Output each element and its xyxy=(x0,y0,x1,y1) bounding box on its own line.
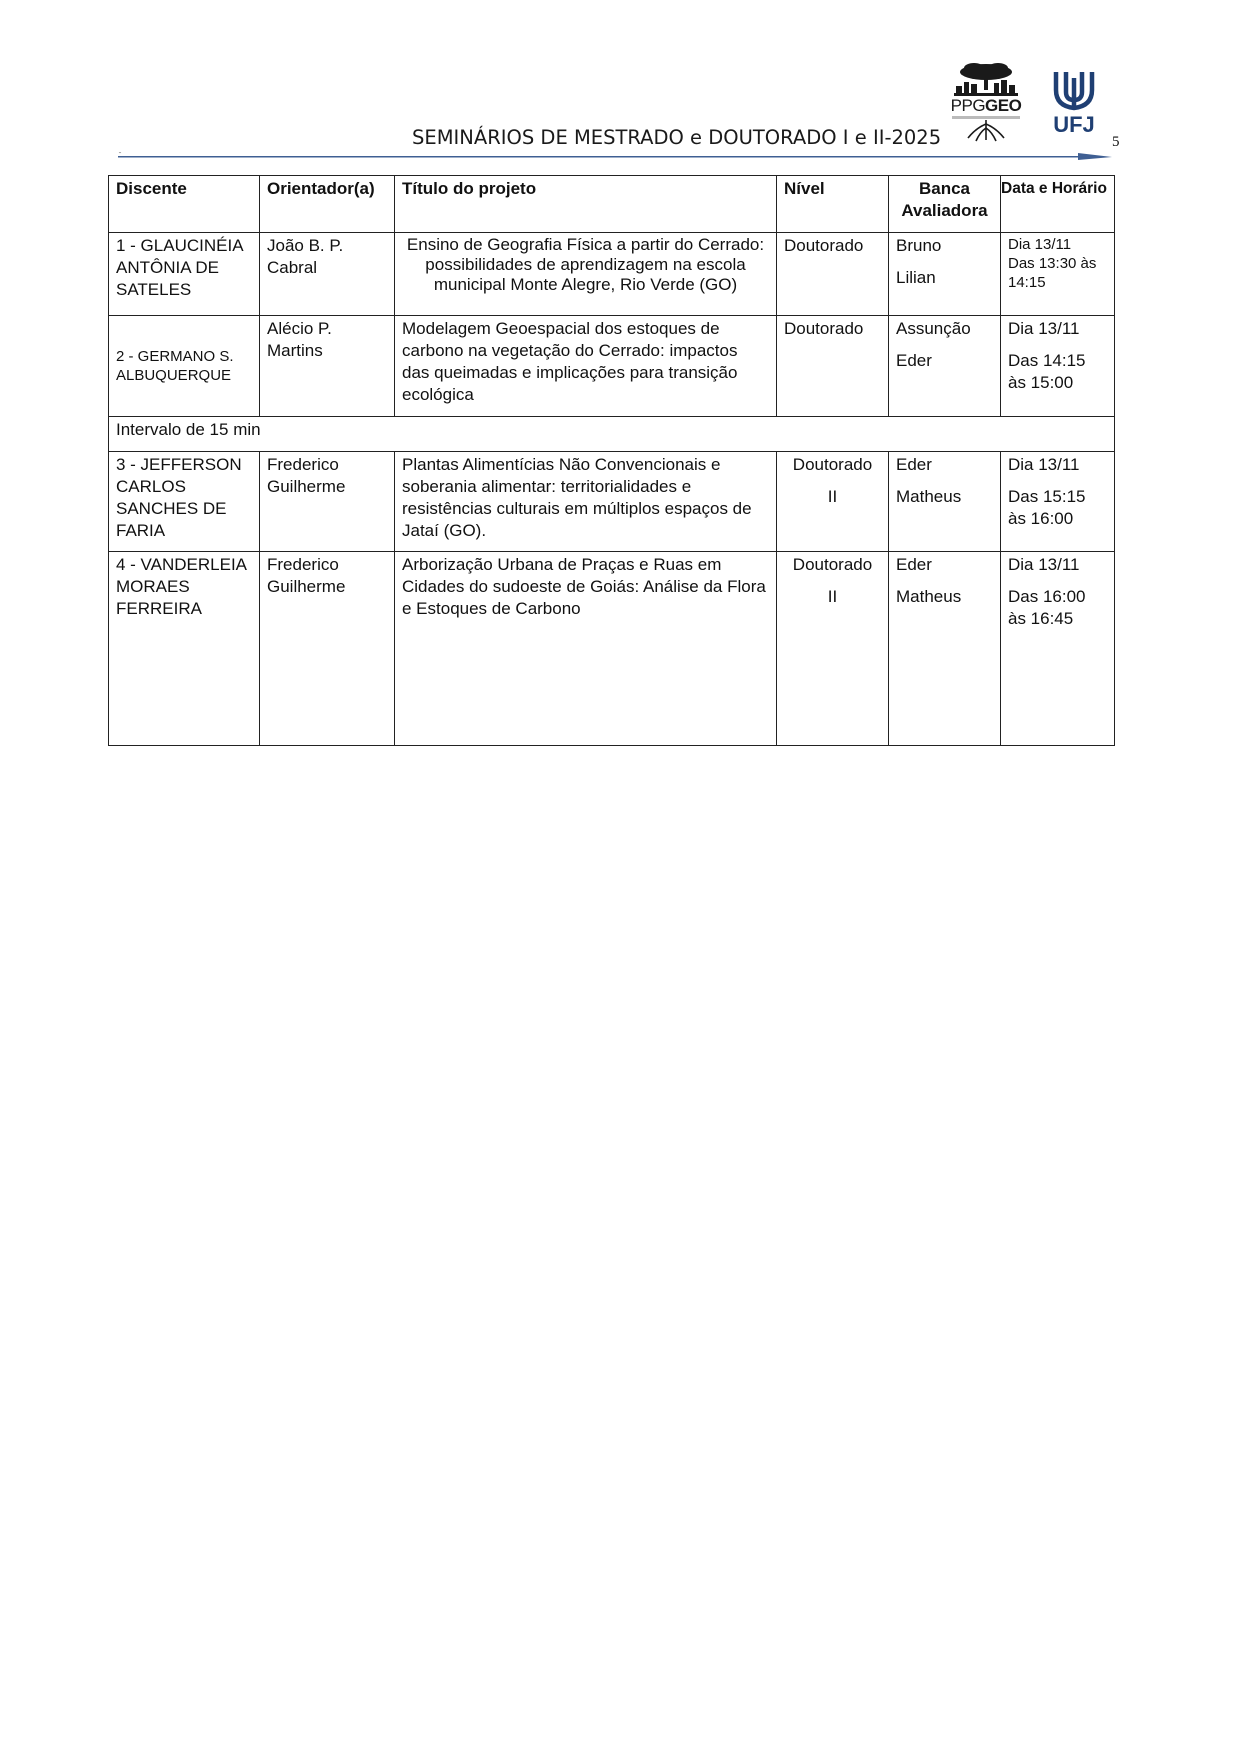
cell-orientador: Alécio P. Martins xyxy=(260,316,395,417)
ppggeo-logo xyxy=(948,62,1024,142)
cell-dia: Dia 13/11 xyxy=(1008,455,1080,474)
ufj-logo-text: UFJ xyxy=(1053,112,1095,137)
cell-discente: 3 - JEFFERSON CARLOS SANCHES DE FARIA xyxy=(109,452,260,552)
header-discente: Discente xyxy=(109,176,260,233)
banca-member: Eder xyxy=(896,555,932,574)
header-banca: Banca Avaliadora xyxy=(889,176,1001,233)
nivel-label: Doutorado xyxy=(792,455,873,474)
banca-member: Eder xyxy=(896,455,932,474)
cell-titulo: Arborização Urbana de Praças e Ruas em Cidades do sudoeste de Goiás: Análise da Flora e Estoques de Carbono xyxy=(395,552,777,746)
cell-horario: Das 16:00 às 16:45 xyxy=(1008,587,1086,628)
banca-member: Matheus xyxy=(896,487,962,506)
cell-titulo: Modelagem Geoespacial dos estoques de carbono na vegetação do Cerrado: impactos das queimadas e implicações para transição ecológica xyxy=(395,316,777,417)
banca-member: Eder xyxy=(896,351,932,370)
cell-data xyxy=(1001,233,1115,316)
interval-row xyxy=(109,417,1115,452)
seminar-schedule-table xyxy=(108,175,1115,746)
cell-banca xyxy=(889,552,1001,746)
ppggeo-logo-text: PPGGEO xyxy=(950,96,1022,115)
nivel-grade: II xyxy=(827,587,838,606)
table-row xyxy=(109,552,1115,746)
banca-member: Matheus xyxy=(896,587,962,606)
banca-member: Assunção xyxy=(896,319,971,338)
cell-dia: Dia 13/11 xyxy=(1008,236,1072,253)
cell-horario: Das 14:15 às 15:00 xyxy=(1008,351,1086,392)
cell-banca xyxy=(889,452,1001,552)
document-title: SEMINÁRIOS DE MESTRADO e DOUTORADO I e II-2025 xyxy=(412,126,942,149)
roots-icon xyxy=(964,120,1008,142)
cell-discente: 4 - VANDERLEIA MORAES FERREIRA xyxy=(109,552,260,746)
nivel-grade: II xyxy=(827,487,838,506)
page-number: 5 xyxy=(1112,134,1120,150)
cell-discente: 2 - GERMANO S. ALBUQUERQUE xyxy=(109,316,260,417)
header-orientador: Orientador(a) xyxy=(260,176,395,233)
cell-data xyxy=(1001,316,1115,417)
cell-dia: Dia 13/11 xyxy=(1008,319,1080,338)
cell-nivel: Doutorado xyxy=(777,316,889,417)
tree-icon xyxy=(954,62,1018,96)
ufj-logo xyxy=(1048,68,1100,138)
cell-data xyxy=(1001,552,1115,746)
cell-orientador: Frederico Guilherme xyxy=(260,552,395,746)
banca-member: Lilian xyxy=(896,268,936,287)
interval-cell: Intervalo de 15 min xyxy=(109,417,1115,452)
ufj-shield-icon xyxy=(1052,68,1096,112)
banca-member: Bruno xyxy=(896,236,942,255)
cell-banca xyxy=(889,233,1001,316)
cell-discente: 1 - GLAUCINÉIA ANTÔNIA DE SATELES xyxy=(109,233,260,316)
cell-titulo: Ensino de Geografia Física a partir do Cerrado: possibilidades de aprendizagem na escola municipal Monte Alegre, Rio Verde (GO) xyxy=(395,233,777,316)
cell-banca xyxy=(889,316,1001,417)
header-data: Data e Horário xyxy=(1001,176,1115,233)
cell-titulo: Plantas Alimentícias Não Convencionais e soberania alimentar: territorialidades e resistências culturais em múltiplos espaços de Jataí (GO). xyxy=(395,452,777,552)
cell-nivel xyxy=(777,452,889,552)
logo-subtitle-line xyxy=(952,116,1020,119)
cell-orientador: Frederico Guilherme xyxy=(260,452,395,552)
cell-orientador: João B. P. Cabral xyxy=(260,233,395,316)
table-row xyxy=(109,316,1115,417)
cell-dia: Dia 13/11 xyxy=(1008,555,1080,574)
cell-horario: Das 15:15 às 16:00 xyxy=(1008,487,1086,528)
table-row xyxy=(109,452,1115,552)
table-row xyxy=(109,233,1115,316)
table-header-row xyxy=(109,176,1115,233)
header-rule xyxy=(118,152,1112,162)
cell-data xyxy=(1001,452,1115,552)
nivel-label: Doutorado xyxy=(792,555,873,574)
cell-horario: Das 13:30 às 14:15 xyxy=(1008,255,1097,291)
header-titulo: Título do projeto xyxy=(395,176,777,233)
header-nivel: Nível xyxy=(777,176,889,233)
cell-nivel: Doutorado xyxy=(777,233,889,316)
cell-nivel xyxy=(777,552,889,746)
